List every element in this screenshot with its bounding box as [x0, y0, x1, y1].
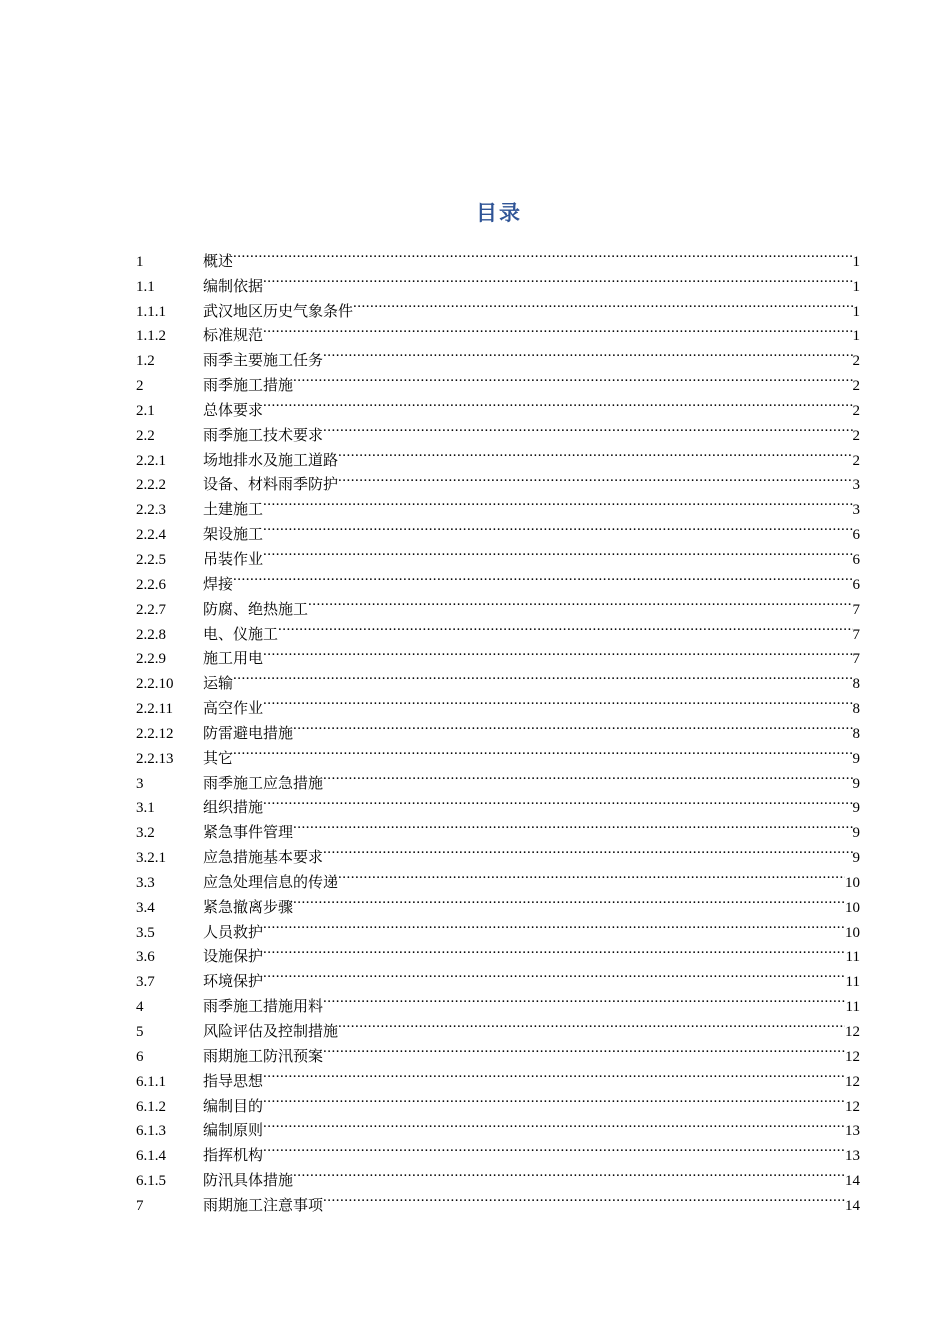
toc-entry-number: 3.2	[136, 825, 155, 842]
toc-entry-title: 雨期施工注意事项	[203, 1197, 324, 1214]
toc-entry-title: 组织措施	[203, 800, 264, 817]
toc-entry-title: 编制原则	[203, 1123, 264, 1140]
toc-entry-number: 5	[136, 1024, 144, 1040]
toc-entry-page: 14	[845, 1197, 860, 1214]
toc-dot-leader	[323, 1185, 845, 1210]
toc-entry-page: 8	[852, 701, 860, 718]
toc-entry-number: 2	[136, 378, 144, 395]
toc-entry-title: 人员救护	[203, 924, 264, 941]
toc-entry-page: 2	[852, 452, 860, 469]
toc-dot-leader	[338, 862, 845, 887]
toc-entry-title: 施工用电	[203, 651, 264, 668]
toc-entry-page: 3	[852, 477, 860, 494]
toc-dot-leader	[263, 1086, 845, 1111]
toc-entry-number: 1.2	[136, 353, 155, 370]
toc-entry-page: 14	[845, 1173, 860, 1190]
toc-entry-title: 指导思想	[203, 1073, 264, 1090]
toc-dot-leader	[278, 614, 852, 639]
toc-entry-title: 总体要求	[203, 402, 264, 419]
toc-dot-leader	[263, 1111, 845, 1136]
toc-dot-leader	[338, 465, 852, 490]
toc-entry-page: 11	[845, 949, 860, 966]
toc-entry-page: 1	[852, 278, 860, 295]
toc-entry-number: 2.2.2	[136, 477, 166, 494]
toc-entry-page: 13	[845, 1148, 860, 1165]
toc-entry-number: 7	[136, 1197, 144, 1214]
toc-entry-page: 10	[845, 899, 860, 916]
toc-entry[interactable]	[136, 688, 860, 718]
toc-entry-number: 3.1	[136, 800, 155, 817]
toc-dot-leader	[263, 266, 852, 291]
toc-entry[interactable]	[136, 663, 860, 693]
toc-dot-leader	[323, 986, 846, 1011]
toc-entry-title: 雨季施工措施	[203, 378, 294, 395]
toc-entry-number: 6.1.3	[136, 1123, 166, 1140]
toc-entry-title: 设施保护	[203, 949, 264, 966]
toc-dot-leader	[293, 1160, 845, 1185]
toc-entry-number: 6.1.5	[136, 1173, 166, 1190]
toc-entry-number: 3.6	[136, 949, 155, 966]
toc-dot-leader	[323, 763, 852, 788]
toc-dot-leader	[263, 539, 852, 564]
toc-entry-page: 2	[852, 427, 860, 444]
toc-entry-page: 9	[852, 800, 860, 817]
toc-entry-title: 土建施工	[203, 502, 264, 519]
toc-entry-number: 4	[136, 999, 144, 1016]
toc-entry-page: 10	[845, 874, 860, 891]
toc-entry-page: 9	[852, 825, 860, 842]
toc-entry-page: 7	[852, 651, 860, 668]
toc-entry-number: 1.1.1	[136, 303, 166, 320]
toc-entry-page: 9	[852, 750, 860, 767]
toc-entry-title: 雨季主要施工任务	[203, 353, 324, 370]
toc-entry[interactable]	[136, 266, 860, 295]
toc-entry-number: 6.1.1	[136, 1073, 166, 1090]
toc-entry-title: 概述	[203, 253, 234, 270]
toc-entry-title: 防腐、绝热施工	[203, 601, 309, 618]
toc-dot-leader	[263, 961, 846, 986]
toc-entry-number: 2.2.8	[136, 626, 166, 643]
toc-entry-title: 紧急事件管理	[203, 825, 294, 842]
toc-entry-title: 编制目的	[203, 1098, 264, 1115]
toc-dot-leader	[233, 241, 852, 266]
toc-dot-leader	[263, 1061, 845, 1086]
toc-entry-number: 2.1	[136, 402, 155, 419]
toc-entry-number: 6.1.4	[136, 1148, 166, 1165]
toc-entry-page: 1	[852, 253, 860, 270]
toc-entry-page: 2	[852, 353, 860, 370]
toc-entry-page: 12	[845, 1073, 860, 1090]
toc-entry-page: 13	[845, 1123, 860, 1140]
toc-entry-number: 6	[136, 1048, 144, 1065]
toc-entry-page: 12	[845, 1024, 860, 1040]
toc-entry-number: 2.2.1	[136, 452, 166, 469]
toc-entry-title: 焊接	[203, 576, 234, 593]
toc-dot-leader	[233, 663, 852, 688]
toc-entry-title: 吊装作业	[203, 551, 264, 568]
toc-entry-page: 6	[852, 551, 860, 568]
toc-entry-title: 环境保护	[203, 974, 264, 991]
toc-entry-page: 6	[852, 576, 860, 593]
toc-entry-page: 8	[852, 725, 860, 742]
toc-entry-page: 2	[852, 378, 860, 395]
toc-entry-number: 2.2.9	[136, 651, 166, 668]
toc-entry-page: 12	[845, 1048, 860, 1065]
toc-entry-title: 电、仪施工	[203, 626, 279, 643]
toc-dot-leader	[263, 912, 845, 937]
toc-dot-leader	[263, 639, 852, 664]
toc-list	[136, 241, 860, 1214]
toc-entry-number: 2.2.6	[136, 576, 166, 593]
toc-entry-number: 2.2.5	[136, 551, 166, 568]
toc-dot-leader	[293, 713, 852, 738]
toc-entry-title: 其它	[203, 750, 234, 767]
toc-entry-title: 场地排水及施工道路	[203, 452, 339, 469]
toc-entry-number: 2.2.13	[136, 750, 174, 767]
toc-entry-title: 编制依据	[203, 278, 264, 295]
toc-dot-leader	[293, 365, 852, 390]
toc-entry-number: 2.2.4	[136, 527, 166, 544]
toc-dot-leader	[233, 738, 852, 763]
toc-entry-number: 3.2.1	[136, 850, 166, 867]
toc-entry-page: 1	[852, 328, 860, 345]
toc-entry-title: 雨季施工措施用料	[203, 999, 324, 1016]
toc-dot-leader	[263, 788, 852, 813]
toc-entry-number: 3.7	[136, 974, 155, 991]
toc-entry-number: 6.1.2	[136, 1098, 166, 1115]
toc-entry[interactable]	[136, 564, 860, 593]
toc-dot-leader	[323, 340, 852, 365]
toc-entry-number: 2.2.3	[136, 502, 166, 519]
toc-entry-title: 防雷避电措施	[203, 725, 294, 742]
toc-entry-title: 指挥机构	[203, 1148, 264, 1165]
toc-entry-number: 1.1.2	[136, 328, 166, 345]
toc-dot-leader	[263, 489, 852, 514]
toc-dot-leader	[293, 812, 852, 837]
toc-entry-page: 12	[845, 1098, 860, 1115]
toc-entry-title: 应急措施基本要求	[203, 850, 324, 867]
toc-entry-page: 7	[852, 626, 860, 643]
toc-entry-number: 2.2.7	[136, 601, 166, 618]
toc-entry-number: 3	[136, 775, 144, 792]
toc-entry-number: 3.4	[136, 899, 155, 916]
toc-entry[interactable]	[136, 589, 860, 618]
toc-dot-leader	[338, 440, 852, 465]
toc-entry-title: 架设施工	[203, 527, 264, 544]
toc-entry-title: 雨季施工技术要求	[203, 427, 324, 444]
toc-entry-title: 标准规范	[203, 328, 264, 345]
toc-entry-title: 设备、材料雨季防护	[203, 477, 339, 494]
toc-entry-page: 11	[845, 999, 860, 1016]
toc-entry-title: 高空作业	[203, 701, 264, 718]
toc-dot-leader	[233, 564, 852, 589]
toc-entry-page: 10	[845, 924, 860, 941]
toc-entry-page: 1	[852, 303, 860, 320]
toc-dot-leader	[263, 1135, 845, 1160]
toc-entry-title: 紧急撤离步骤	[203, 899, 294, 916]
toc-dot-leader	[323, 415, 852, 440]
toc-entry-number: 3.5	[136, 924, 155, 941]
toc-entry-title: 防汛具体措施	[203, 1173, 294, 1190]
toc-entry[interactable]	[136, 763, 860, 792]
toc-entry-page: 9	[852, 850, 860, 867]
toc-dot-leader	[323, 1036, 845, 1061]
toc-entry-title: 雨期施工防汛预案	[203, 1048, 324, 1065]
toc-dot-leader	[293, 887, 845, 912]
toc-dot-leader	[323, 837, 852, 862]
toc-title: 目录	[476, 201, 522, 225]
toc-dot-leader	[263, 688, 852, 713]
toc-entry-title: 应急处理信息的传递	[203, 874, 339, 891]
toc-entry-page: 8	[852, 676, 860, 693]
toc-entry-title: 风险评估及控制措施	[203, 1024, 339, 1040]
toc-entry-title: 运输	[203, 676, 234, 693]
toc-entry-page: 6	[852, 527, 860, 544]
toc-dot-leader	[263, 390, 852, 415]
toc-entry-title: 雨季施工应急措施	[203, 775, 324, 792]
toc-dot-leader	[308, 589, 852, 614]
toc-dot-leader	[338, 1011, 845, 1036]
toc-entry-page: 9	[852, 775, 860, 792]
toc-entry-number: 2.2.11	[136, 701, 173, 718]
toc-entry-number: 1	[136, 253, 144, 270]
toc-entry-number: 3.3	[136, 874, 155, 891]
toc-entry-number: 2.2	[136, 427, 155, 444]
toc-dot-leader	[263, 514, 852, 539]
toc-entry[interactable]	[136, 241, 860, 270]
toc-entry-page: 7	[852, 601, 860, 618]
toc-dot-leader	[353, 291, 852, 316]
toc-entry-page: 3	[852, 502, 860, 519]
toc-entry-page: 11	[845, 974, 860, 991]
toc-dot-leader	[263, 937, 846, 962]
toc-entry-number: 2.2.10	[136, 676, 174, 693]
toc-entry[interactable]	[136, 738, 860, 767]
toc-entry-number: 1.1	[136, 278, 155, 295]
toc-entry-number: 2.2.12	[136, 725, 174, 742]
toc-dot-leader	[263, 316, 852, 341]
toc-entry-title: 武汉地区历史气象条件	[203, 303, 354, 320]
toc-entry-page: 2	[852, 402, 860, 419]
